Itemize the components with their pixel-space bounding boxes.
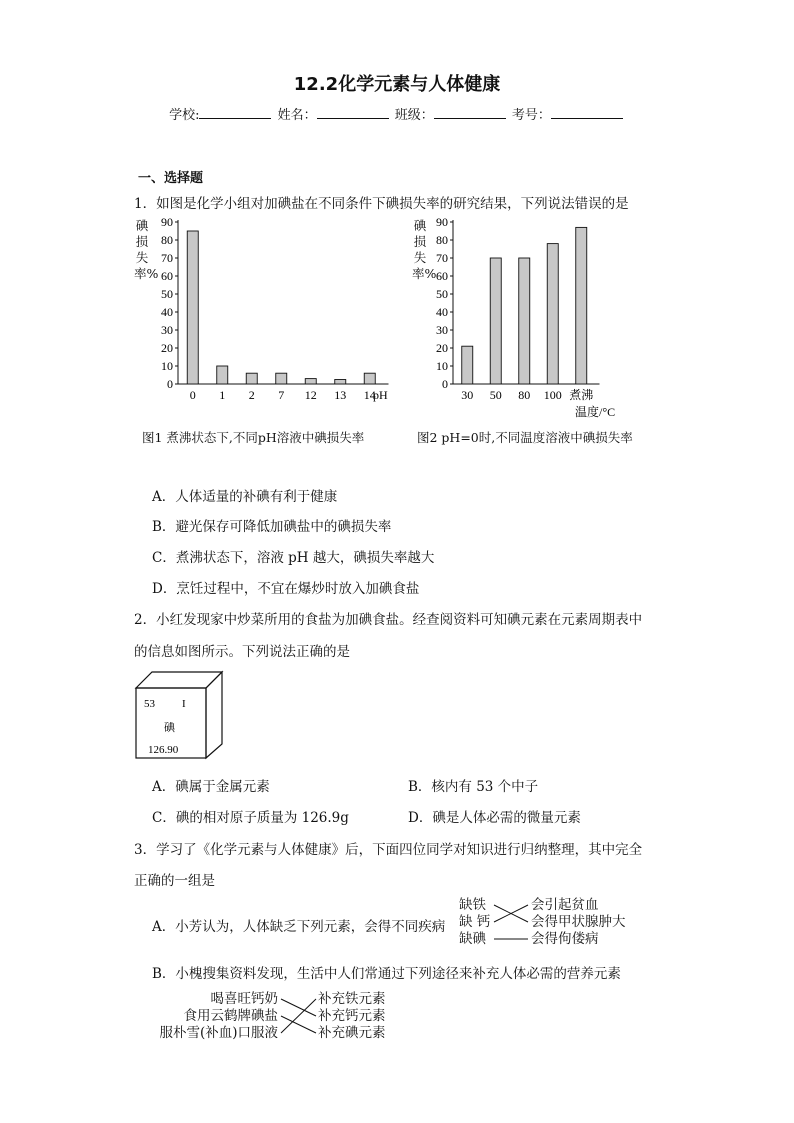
bar (364, 373, 375, 384)
q3-a-left-1: 缺铁 (459, 897, 486, 913)
y-tick-label: 60 (436, 269, 448, 283)
y-tick-label: 80 (436, 233, 448, 247)
y-tick-label: 10 (161, 359, 173, 373)
y-tick-label: 20 (161, 341, 173, 355)
fig2-chart (425, 210, 635, 425)
bar (462, 346, 473, 384)
y-tick-label: 20 (436, 341, 448, 355)
class-blank[interactable] (434, 106, 506, 119)
fig1-chart (148, 210, 398, 405)
exam-no-label: 考号： (511, 108, 551, 123)
bar (547, 244, 558, 384)
bar (276, 373, 287, 384)
bar (187, 231, 198, 384)
q3-a-left-2: 缺 钙 (459, 914, 491, 930)
y-tick-label: 0 (442, 377, 448, 391)
bar (305, 379, 316, 384)
element-number: 53 (144, 698, 155, 710)
q3-stem-line1: 3．学习了《化学元素与人体健康》后，下面四位同学对知识进行归纳整理，其中完全 (134, 842, 643, 858)
x-tick-label: 1 (219, 388, 226, 402)
y-tick-label: 30 (436, 323, 448, 337)
fig2-caption: 图2 pH=0时,不同温度溶液中碘损失率 (417, 430, 633, 445)
x-tick-label: 7 (278, 388, 285, 402)
x-tick-label: 煮沸 (569, 388, 594, 402)
q1-option-b[interactable]: B．避光保存可降低加碘盐中的碘损失率 (152, 519, 392, 535)
q1-option-c[interactable]: C．煮沸状态下，溶液 pH 越大，碘损失率越大 (152, 550, 435, 566)
q3-a-right-2: 会得甲状腺肿大 (531, 914, 626, 930)
y-tick-label: 80 (161, 233, 173, 247)
q3-a-right-1: 会引起贫血 (531, 897, 599, 913)
fig1-caption: 图1 煮沸状态下,不同pH溶液中碘损失率 (142, 430, 365, 445)
bar (490, 258, 501, 384)
x-tick-label: 2 (248, 388, 255, 402)
y-tick-label: 40 (436, 305, 448, 319)
q2-stem-line1: 2．小红发现家中炒菜所用的食盐为加碘食盐。经查阅资料可知碘元素在元素周期表中 (134, 612, 643, 628)
bar (519, 258, 530, 384)
section-heading: 一、选择题 (138, 171, 204, 186)
class-label: 班级： (394, 108, 434, 123)
x-tick-label: 30 (461, 388, 474, 402)
y-tick-label: 90 (436, 215, 448, 229)
q3-stem-line2: 正确的一组是 (134, 873, 215, 889)
x-tick-label: 100 (543, 388, 562, 402)
fig2-ylabel: 碘损失率% (412, 218, 437, 281)
name-blank[interactable] (317, 106, 389, 119)
q3-a-left-col (459, 897, 490, 948)
q3-b-left-3: 服朴雪(补血)口服液 (159, 1025, 278, 1041)
q2-option-b[interactable]: B．核内有 53 个中子 (408, 779, 539, 795)
q1-stem: 1．如图是化学小组对加碘盐在不同条件下碘损失率的研究结果，下列说法错误的是 (134, 196, 629, 212)
y-tick-label: 10 (436, 359, 448, 373)
q3-a-match-lines (491, 897, 531, 949)
y-tick-label: 40 (161, 305, 173, 319)
x-tick-label: 12 (304, 388, 317, 402)
q3-b-left-2: 食用云鹤牌碘盐 (183, 1008, 278, 1024)
element-mass: 126.90 (148, 744, 179, 756)
element-symbol: I (182, 698, 186, 710)
y-tick-label: 30 (161, 323, 173, 337)
x-axis-label: pH (373, 388, 388, 402)
y-tick-label: 70 (436, 251, 448, 265)
x-tick-label: 14 (363, 388, 376, 402)
q3-b-right-3: 补充碘元素 (318, 1025, 386, 1041)
q2-option-c[interactable]: C．碘的相对原子质量为 126.9g (152, 810, 349, 826)
bar (335, 380, 346, 385)
y-tick-label: 90 (161, 215, 173, 229)
q3-b-right-2: 补充钙元素 (318, 1008, 386, 1024)
q3-a-left-3: 缺碘 (459, 931, 486, 947)
exam-no-blank[interactable] (551, 106, 623, 119)
q3-option-b[interactable]: B．小槐搜集资料发现，生活中人们常通过下列途径来补充人体必需的营养元素 (152, 966, 621, 982)
school-blank[interactable] (199, 106, 271, 119)
bar (246, 373, 257, 384)
q3-b-right-col (318, 991, 386, 1042)
fig1-ylabel: 碘损失率% (134, 218, 159, 281)
q2-option-a[interactable]: A．碘属于金属元素 (152, 779, 270, 795)
x-axis-label: 温度/°C (575, 405, 616, 419)
q3-a-right-col (531, 897, 626, 948)
q1-option-a[interactable]: A．人体适量的补碘有利于健康 (152, 489, 338, 505)
y-tick-label: 50 (436, 287, 448, 301)
q3-b-left-1: 喝喜旺钙奶 (210, 991, 278, 1007)
q3-b-left-col (150, 991, 278, 1042)
y-tick-label: 60 (161, 269, 173, 283)
page-title: 12.2化学元素与人体健康 (293, 74, 501, 95)
y-tick-label: 50 (161, 287, 173, 301)
q3-b-right-1: 补充铁元素 (318, 991, 386, 1007)
school-label: 学校: (169, 108, 200, 123)
periodic-table-cell (134, 670, 226, 762)
q3-option-a[interactable]: A．小芳认为，人体缺乏下列元素，会得不同疾病 (152, 919, 446, 935)
y-tick-label: 70 (161, 251, 173, 265)
q3-a-right-3: 会得佝偻病 (531, 931, 599, 947)
q2-option-d[interactable]: D．碘是人体必需的微量元素 (408, 810, 581, 826)
q3-b-match-lines (279, 991, 319, 1043)
q2-stem-line2: 的信息如图所示。下列说法正确的是 (134, 644, 350, 660)
bar (217, 366, 228, 384)
q1-option-d[interactable]: D．烹饪过程中，不宜在爆炒时放入加碘食盐 (152, 581, 420, 597)
element-name: 碘 (164, 722, 175, 734)
y-tick-label: 0 (167, 377, 173, 391)
bar (576, 227, 587, 384)
x-tick-label: 13 (334, 388, 347, 402)
x-tick-label: 0 (189, 388, 196, 402)
x-tick-label: 50 (489, 388, 502, 402)
name-label: 姓名： (277, 108, 317, 123)
x-tick-label: 80 (518, 388, 531, 402)
student-info-line (0, 104, 794, 123)
